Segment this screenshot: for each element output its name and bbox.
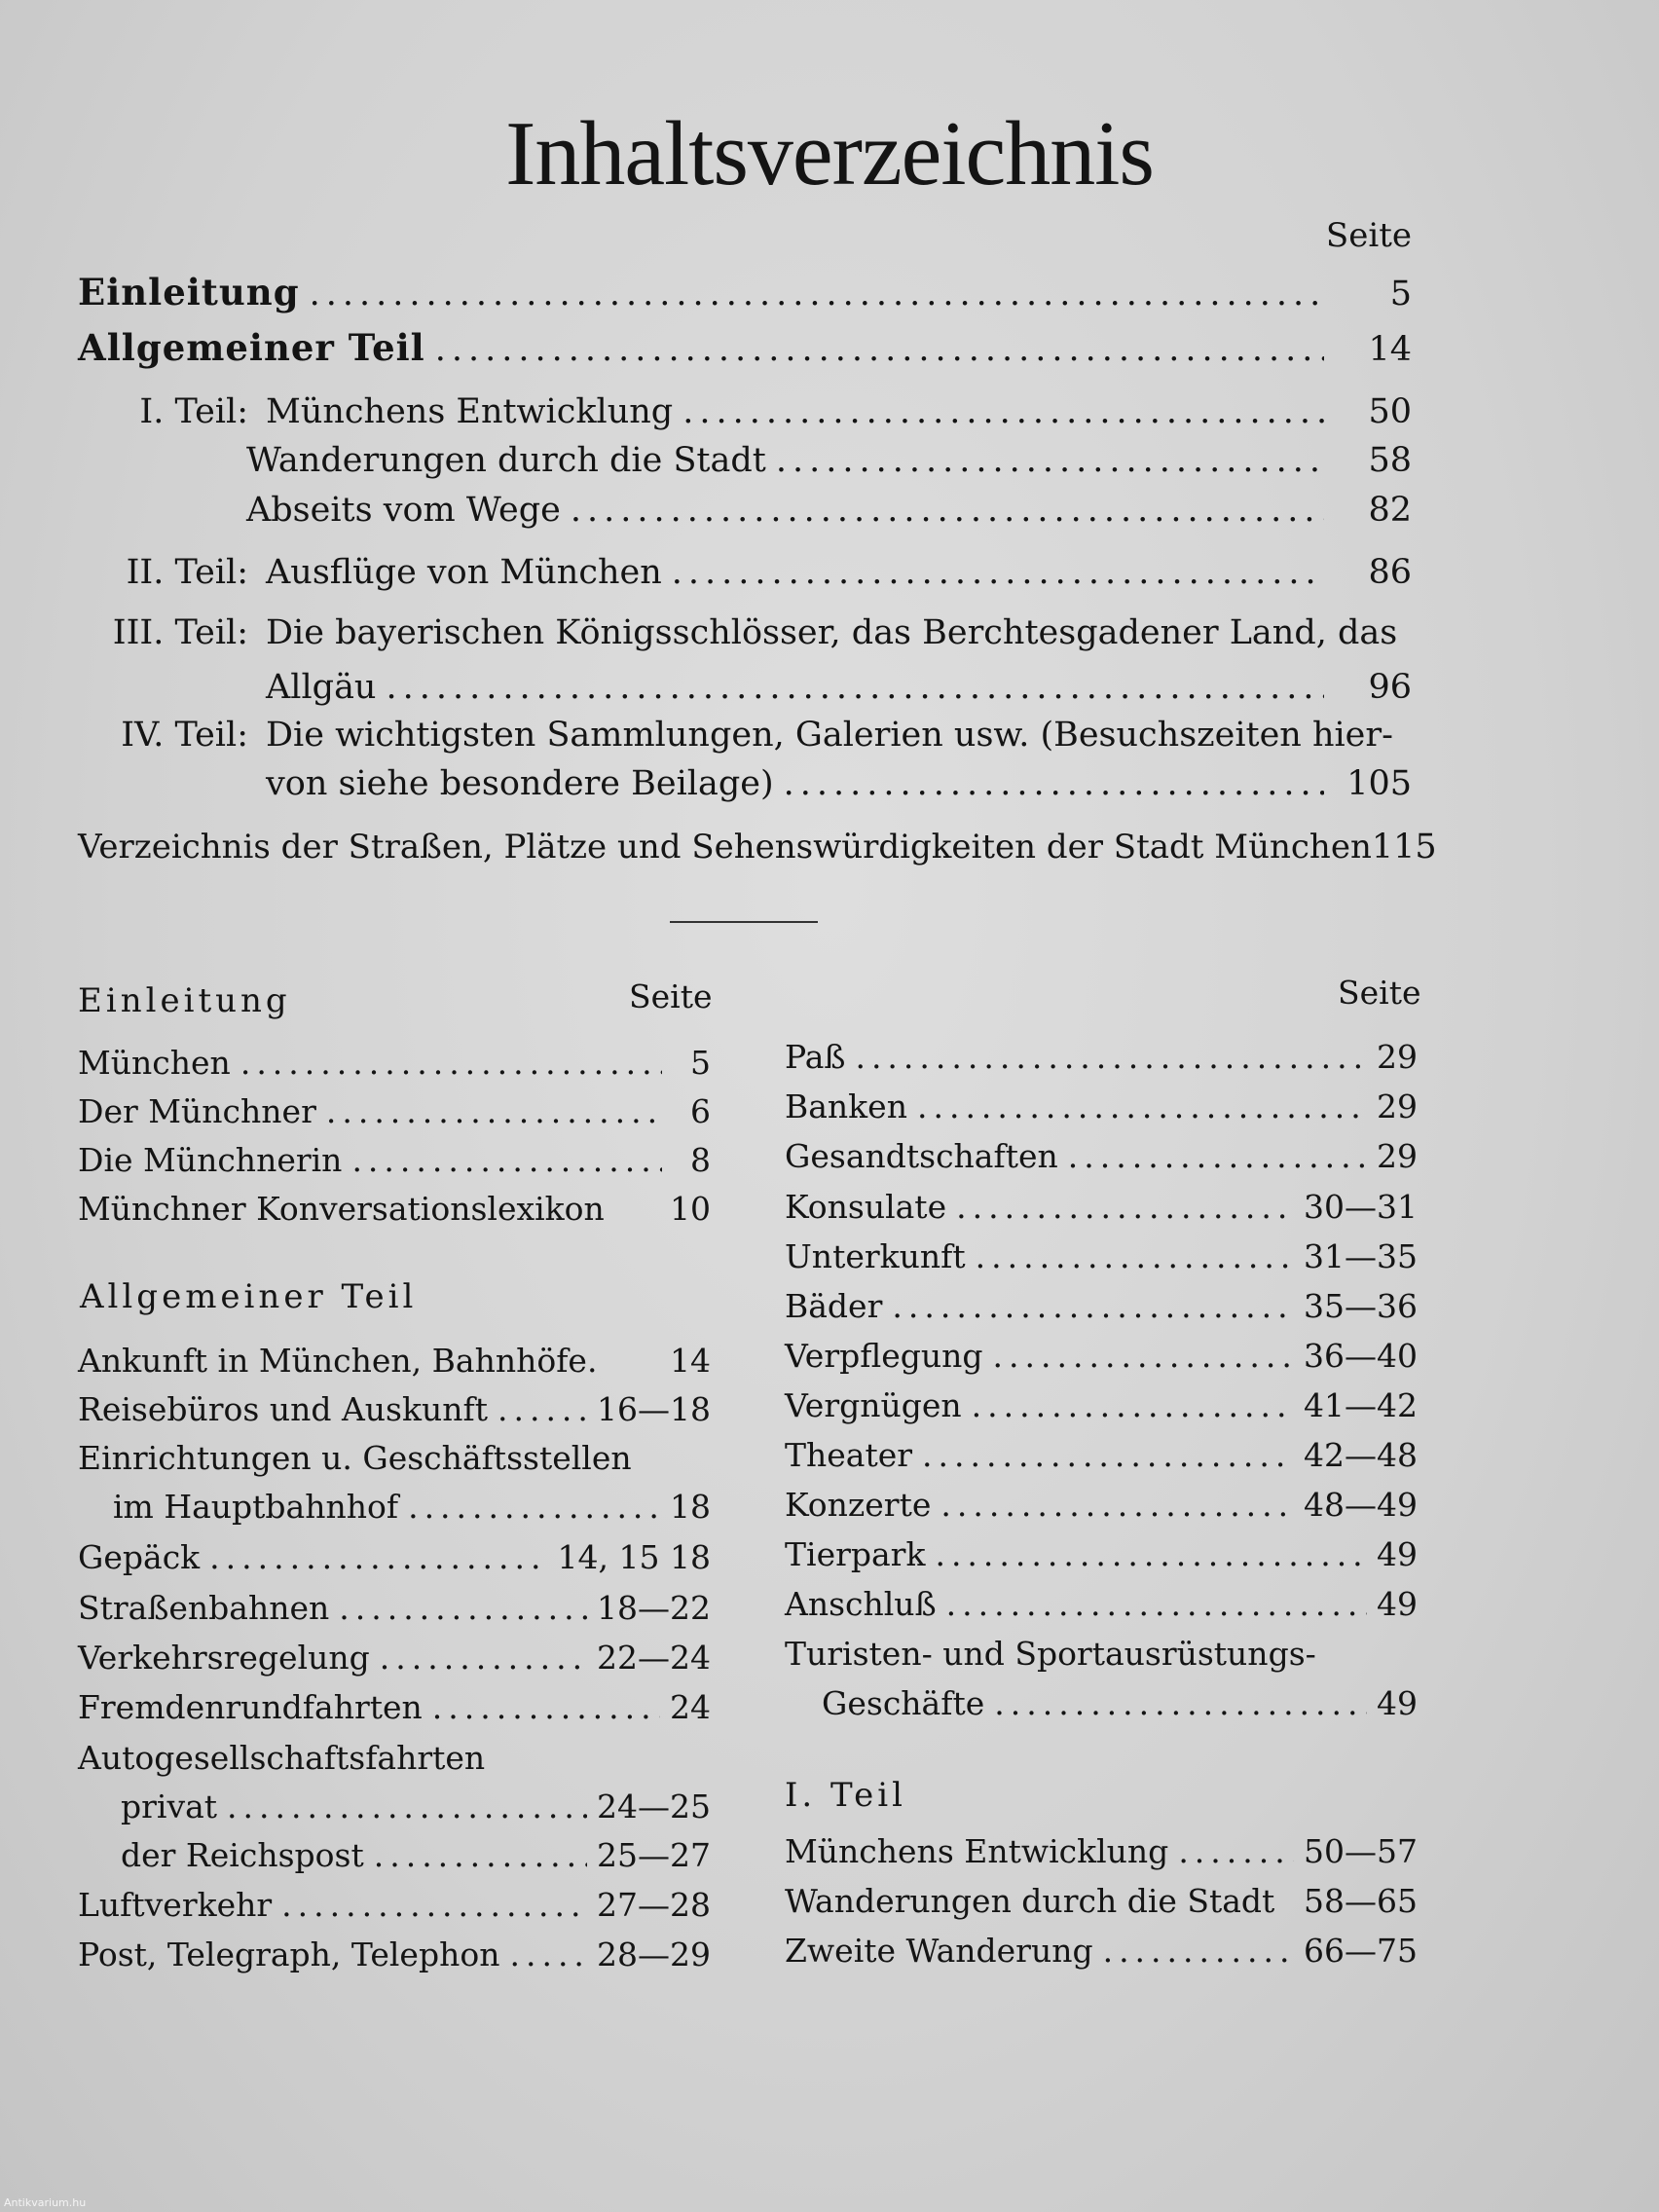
leader-dots xyxy=(571,491,1324,530)
toc-entry xyxy=(78,326,1412,369)
list-item: Banken ..... 29 xyxy=(785,1088,1418,1125)
list-item: im Hauptbahnhof ..... 18 xyxy=(113,1488,711,1526)
entry-title-continued: von siehe besondere Beilage) xyxy=(266,764,774,803)
divider-rule xyxy=(670,921,818,923)
entry-title: Ausflüge von München xyxy=(266,553,662,592)
list-item: Gepäck ..... 14, 15 18 xyxy=(78,1538,711,1576)
toc-entry-continued xyxy=(78,668,1412,707)
list-item: Wanderungen durch die Stadt 58—65 xyxy=(785,1882,1418,1920)
toc-entry xyxy=(78,271,1412,313)
page-number: 14 xyxy=(1368,330,1412,369)
list-item: Theater ..... 42—48 xyxy=(785,1436,1418,1474)
entry-title: Die bayerischen Königsschlösser, das Berchtesgadener Land, das xyxy=(266,613,1398,652)
leader-dots xyxy=(435,330,1324,369)
toc-entry xyxy=(78,613,1412,652)
list-item: Geschäfte ..... 49 xyxy=(822,1684,1418,1722)
entry-title: Wanderungen durch die Stadt xyxy=(246,441,766,480)
section-heading-teil: I. Teil xyxy=(785,1776,906,1815)
list-item: Autogesellschaftsfahrten xyxy=(78,1739,486,1777)
part-label: IV. Teil: xyxy=(121,716,248,755)
section-heading-allgemein: Allgemeiner Teil xyxy=(80,1277,418,1316)
part-label: III. Teil: xyxy=(112,613,248,652)
leader-dots xyxy=(776,441,1324,480)
page-number: 96 xyxy=(1368,668,1412,707)
toc-entry-continued xyxy=(78,764,1412,803)
list-item: Münchens Entwicklung ..... 50—57 xyxy=(785,1832,1418,1870)
section-heading-einleitung: Einleitung xyxy=(78,981,291,1020)
leader-dots xyxy=(386,668,1324,707)
list-item: Die Münchnerin ..... 8 xyxy=(78,1141,711,1179)
page-title: Inhaltsverzeichnis xyxy=(505,103,1154,204)
list-item: der Reichspost ..... 25—27 xyxy=(121,1836,711,1874)
watermark-text: Antikvarium.hu xyxy=(4,2196,87,2209)
seite-header: Seite xyxy=(1325,216,1412,255)
list-item: Konzerte ..... 48—49 xyxy=(785,1486,1418,1524)
leader-dots xyxy=(682,392,1324,431)
list-item: München ..... 5 xyxy=(78,1044,711,1082)
list-item: Gesandtschaften ..... 29 xyxy=(785,1137,1418,1175)
page-number: 82 xyxy=(1368,491,1412,530)
list-item: Verpflegung ..... 36—40 xyxy=(785,1337,1418,1375)
list-item: Tierpark ..... 49 xyxy=(785,1535,1418,1573)
seite-header: Seite xyxy=(1338,974,1421,1012)
list-item: Vergnügen ..... 41—42 xyxy=(785,1386,1418,1424)
list-item: Reisebüros und Auskunft ..... 16—18 xyxy=(78,1390,711,1428)
leader-dots xyxy=(310,275,1324,313)
leader-dots xyxy=(672,553,1324,592)
list-item: Paß ..... 29 xyxy=(785,1038,1418,1076)
page-number: 105 xyxy=(1346,764,1412,803)
list-item: Post, Telegraph, Telephon ..... 28—29 xyxy=(78,1936,711,1973)
entry-title: Die wichtigsten Sammlungen, Galerien usw. (Besuchszeiten hier- xyxy=(266,716,1393,755)
part-label: II. Teil: xyxy=(126,553,248,592)
list-item: Turisten- und Sportausrüstungs- xyxy=(785,1635,1316,1673)
leader-dots xyxy=(784,764,1324,803)
entry-title: Allgemeiner Teil xyxy=(78,326,425,369)
list-item: Konsulate ..... 30—31 xyxy=(785,1188,1418,1226)
page-number: 5 xyxy=(1389,275,1412,313)
toc-entry xyxy=(78,716,1412,755)
page-number: 115 xyxy=(1371,828,1437,866)
entry-title: Verzeichnis der Straßen, Plätze und Sehenswürdigkeiten der Stadt München xyxy=(78,828,1372,866)
toc-entry xyxy=(78,392,1412,431)
page-number: 50 xyxy=(1368,392,1412,431)
toc-entry xyxy=(78,441,1412,480)
list-item: Münchner Konversationslexikon 10 xyxy=(78,1190,711,1228)
entry-title: Einleitung xyxy=(78,271,300,313)
toc-entry xyxy=(78,491,1412,530)
list-item: Fremdenrundfahrten ..... 24 xyxy=(78,1688,711,1726)
list-item: Zweite Wanderung ..... 66—75 xyxy=(785,1932,1418,1970)
entry-title: Münchens Entwicklung xyxy=(266,392,674,431)
list-item: Anschluß ..... 49 xyxy=(785,1585,1418,1623)
entry-title-continued: Allgäu xyxy=(266,668,377,707)
list-item: Einrichtungen u. Geschäftsstellen xyxy=(78,1439,632,1477)
list-item: Straßenbahnen ..... 18—22 xyxy=(78,1589,711,1627)
toc-entry xyxy=(78,553,1412,592)
toc-entry xyxy=(78,828,1437,866)
seite-header: Seite xyxy=(629,977,713,1015)
page-number: 86 xyxy=(1368,553,1412,592)
list-item: Der Münchner ..... 6 xyxy=(78,1092,711,1130)
list-item: Bäder ..... 35—36 xyxy=(785,1287,1418,1325)
page-number: 58 xyxy=(1368,441,1412,480)
list-item: Luftverkehr ..... 27—28 xyxy=(78,1886,711,1924)
entry-title: Abseits vom Wege xyxy=(246,491,561,530)
list-item: Ankunft in München, Bahnhöfe. 14 xyxy=(78,1342,711,1380)
list-item: Unterkunft ..... 31—35 xyxy=(785,1237,1418,1275)
part-label: I. Teil: xyxy=(139,392,248,431)
list-item: Verkehrsregelung ..... 22—24 xyxy=(78,1639,711,1677)
list-item: privat ..... 24—25 xyxy=(121,1788,711,1825)
